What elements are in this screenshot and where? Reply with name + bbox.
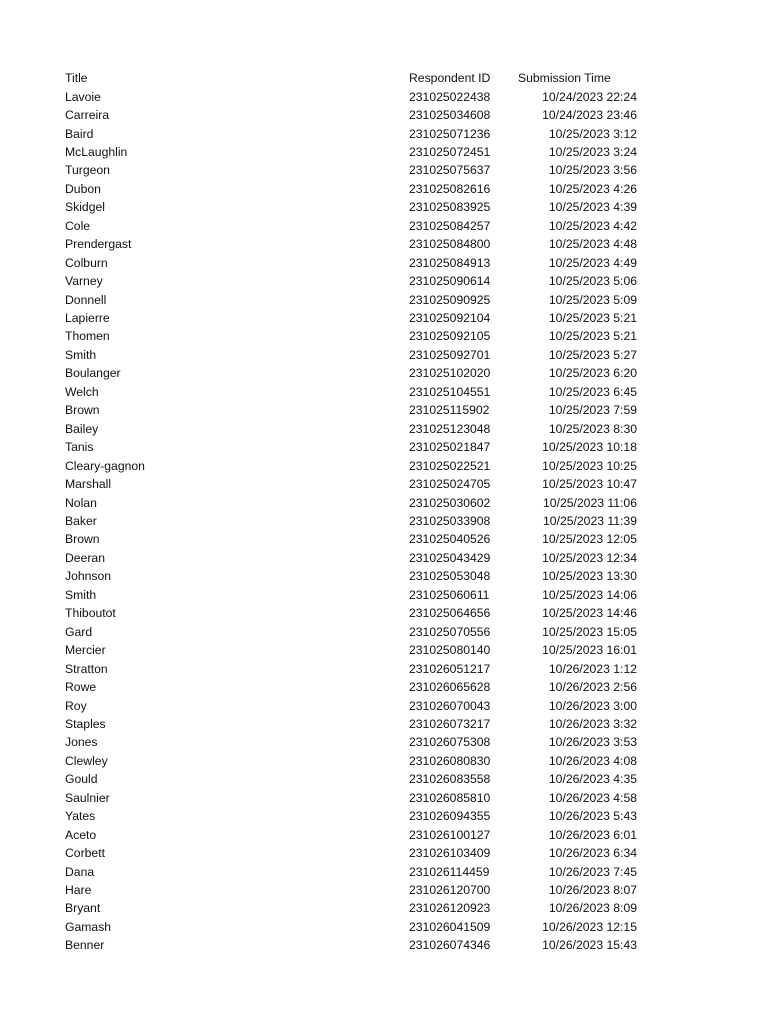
submission-time-cell: 10/25/2023 5:27 [548, 347, 637, 362]
table-row [0, 863, 768, 881]
respondent-id-cell: 231025084800 [409, 237, 491, 252]
submission-time-cell: 10/26/2023 12:15 [542, 919, 637, 934]
table-row [0, 106, 768, 124]
respondent-id-cell: 231026073217 [409, 716, 491, 731]
table-row [0, 254, 768, 272]
respondent-id-cell: 231026085810 [409, 790, 491, 805]
submission-time-cell: 10/26/2023 6:01 [548, 827, 637, 842]
submission-time-cell: 10/25/2023 13:30 [542, 569, 637, 584]
table-row [0, 752, 768, 770]
title-cell: Gamash [65, 919, 112, 934]
table-row [0, 327, 768, 345]
table-row [0, 697, 768, 715]
title-cell: Brown [65, 532, 100, 547]
table-row [0, 844, 768, 862]
table-row [0, 161, 768, 179]
submission-time-cell: 10/26/2023 4:58 [548, 790, 637, 805]
submission-time-cell: 10/25/2023 5:06 [548, 274, 637, 289]
table-row [0, 715, 768, 733]
respondent-id-cell: 231026041509 [409, 919, 491, 934]
table-row [0, 88, 768, 106]
title-cell: McLaughlin [65, 144, 128, 159]
title-cell: Jones [65, 735, 98, 750]
table-row [0, 217, 768, 235]
submission-time-cell: 10/25/2023 4:26 [548, 181, 637, 196]
title-cell: Turgeon [65, 163, 110, 178]
respondent-id-cell: 231025071236 [409, 126, 491, 141]
respondent-id-cell: 231025092701 [409, 347, 491, 362]
submission-time-cell: 10/26/2023 8:07 [548, 883, 637, 897]
table-row [0, 364, 768, 382]
title-cell: Bailey [65, 421, 99, 436]
submission-time-cell: 10/26/2023 5:43 [548, 809, 637, 824]
submission-time-cell: 10/25/2023 7:59 [548, 403, 637, 418]
title-cell: Rowe [65, 680, 97, 694]
table-row [0, 623, 768, 641]
submission-time-cell: 10/25/2023 10:25 [542, 458, 637, 473]
title-cell: Thomen [65, 329, 110, 344]
title-cell: Saulnier [65, 790, 110, 805]
title-cell: Benner [65, 938, 105, 953]
table-row [0, 789, 768, 807]
title-cell: Baird [65, 126, 94, 141]
title-cell: Carreira [65, 108, 110, 122]
submission-time-cell: 10/25/2023 12:34 [542, 550, 637, 565]
submission-time-cell: 10/25/2023 3:24 [548, 144, 637, 159]
table-row [0, 346, 768, 364]
title-cell: Varney [65, 274, 103, 289]
respondent-id-cell: 231025082616 [409, 181, 491, 196]
table-row [0, 567, 768, 585]
respondent-id-cell: 231025072451 [409, 144, 491, 159]
respondent-id-cell: 231025030602 [409, 495, 491, 510]
title-cell: Nolan [65, 495, 97, 510]
title-cell: Lavoie [65, 89, 101, 104]
submission-time-cell: 10/25/2023 10:47 [542, 477, 637, 491]
submission-time-cell: 10/25/2023 11:06 [543, 495, 637, 510]
submission-time-cell: 10/26/2023 4:35 [548, 772, 637, 787]
respondent-id-cell: 231025102020 [409, 366, 491, 381]
submission-time-cell: 10/26/2023 4:08 [548, 753, 637, 768]
respondent-id-cell: 231025104551 [409, 384, 491, 399]
respondent-id-cell: 231025024705 [409, 477, 491, 491]
respondent-id-cell: 231026114459 [409, 864, 490, 879]
submission-time-cell: 10/25/2023 5:21 [548, 329, 637, 344]
table-row [0, 198, 768, 216]
respondent-id-cell: 231025070556 [409, 624, 491, 639]
respondent-id-cell: 231025043429 [409, 550, 491, 565]
submission-time-cell: 10/25/2023 15:05 [542, 624, 637, 639]
table-row [0, 383, 768, 401]
table-row [0, 309, 768, 327]
submission-time-cell: 10/25/2023 14:06 [542, 587, 637, 602]
title-cell: Aceto [65, 827, 97, 842]
title-cell: Mercier [65, 643, 106, 658]
table-row [0, 549, 768, 567]
title-cell: Yates [65, 809, 96, 824]
respondent-id-cell: 231025092104 [409, 311, 491, 325]
title-cell: Prendergast [65, 237, 132, 252]
table-row [0, 586, 768, 604]
submission-time-cell: 10/26/2023 15:43 [542, 938, 637, 953]
respondent-id-cell: 231025033908 [409, 513, 491, 528]
table-row [0, 143, 768, 161]
title-cell: Roy [65, 698, 87, 713]
respondent-id-cell: 231025034608 [409, 108, 491, 122]
submission-time-column-header: Submission Time [518, 71, 611, 85]
table-row [0, 826, 768, 844]
respondent-id-cell: 231025115902 [409, 403, 490, 418]
submission-time-cell: 10/26/2023 8:09 [548, 901, 637, 916]
respondent-id-cell: 231026051217 [409, 661, 491, 676]
respondent-id-cell: 231026094355 [409, 809, 491, 824]
submission-time-cell: 10/26/2023 2:56 [548, 680, 637, 694]
submission-time-cell: 10/25/2023 3:12 [548, 126, 637, 141]
table-row [0, 678, 768, 696]
header-row [0, 69, 768, 87]
respondent-id-cell: 231025040526 [409, 532, 491, 547]
submission-time-cell: 10/26/2023 3:32 [548, 716, 637, 731]
respondent-id-cell: 231025060611 [409, 587, 490, 602]
submission-time-cell: 10/25/2023 10:18 [542, 440, 637, 455]
submission-time-cell: 10/26/2023 3:00 [548, 698, 637, 713]
submission-time-cell: 10/25/2023 4:42 [548, 218, 637, 233]
respondent-id-cell: 231026120700 [409, 883, 491, 897]
title-cell: Stratton [65, 661, 108, 676]
title-cell: Corbett [65, 846, 105, 860]
table-row [0, 420, 768, 438]
table-row [0, 604, 768, 622]
title-cell: Staples [65, 716, 106, 731]
table-row [0, 512, 768, 530]
respondent-id-cell: 231026100127 [409, 827, 491, 842]
title-cell: Smith [65, 347, 97, 362]
title-cell: Colburn [65, 255, 108, 270]
title-cell: Tanis [65, 440, 94, 455]
submission-time-cell: 10/25/2023 6:20 [548, 366, 637, 381]
respondent-id-cell: 231025021847 [409, 440, 491, 455]
respondent-id-cell: 231025084257 [409, 218, 491, 233]
respondent-id-cell: 231025123048 [409, 421, 491, 436]
respondent-id-cell: 231026103409 [409, 846, 491, 860]
submission-time-cell: 10/25/2023 5:09 [548, 292, 637, 307]
respondent-id-column-header: Respondent ID [409, 71, 491, 85]
submission-time-cell: 10/25/2023 4:48 [548, 237, 637, 252]
submission-time-cell: 10/25/2023 16:01 [542, 643, 637, 658]
submission-time-cell: 10/26/2023 1:12 [548, 661, 637, 676]
title-cell: Gard [65, 624, 93, 639]
table-row [0, 770, 768, 788]
respondent-id-cell: 231025090614 [409, 274, 491, 289]
title-cell: Skidgel [65, 200, 105, 215]
submission-time-cell: 10/24/2023 23:46 [542, 108, 637, 122]
submission-time-cell: 10/25/2023 4:49 [548, 255, 637, 270]
submission-time-cell: 10/26/2023 7:45 [548, 864, 637, 879]
submission-time-cell: 10/24/2023 22:24 [542, 89, 637, 104]
title-cell: Marshall [65, 477, 112, 491]
table-row [0, 475, 768, 493]
respondent-id-cell: 231025064656 [409, 606, 491, 621]
submission-time-cell: 10/25/2023 3:56 [548, 163, 637, 178]
respondent-id-cell: 231026075308 [409, 735, 491, 750]
title-cell: Deeran [65, 550, 105, 565]
respondent-id-cell: 231025053048 [409, 569, 491, 584]
title-cell: Bryant [65, 901, 101, 916]
title-cell: Dubon [65, 181, 101, 196]
submission-time-cell: 10/26/2023 3:53 [548, 735, 637, 750]
title-cell: Dana [65, 864, 95, 879]
title-cell: Baker [65, 513, 97, 528]
title-cell: Thiboutot [65, 606, 116, 621]
respondent-id-cell: 231025080140 [409, 643, 491, 658]
table-row [0, 438, 768, 456]
title-cell: Gould [65, 772, 98, 787]
respondent-id-cell: 231026070043 [409, 698, 491, 713]
title-cell: Clewley [65, 753, 108, 768]
title-cell: Welch [65, 384, 99, 399]
table-row [0, 918, 768, 936]
title-cell: Johnson [65, 569, 112, 584]
table-row [0, 530, 768, 548]
respondent-id-cell: 231026065628 [409, 680, 491, 694]
submission-time-cell: 10/25/2023 4:39 [548, 200, 637, 215]
respondent-id-cell: 231025092105 [409, 329, 491, 344]
respondent-id-cell: 231026083558 [409, 772, 491, 787]
table-row [0, 291, 768, 309]
table-row [0, 272, 768, 290]
title-cell: Hare [65, 883, 92, 897]
submission-time-cell: 10/26/2023 6:34 [548, 846, 637, 860]
respondent-id-cell: 231026074346 [409, 938, 491, 953]
table-row [0, 660, 768, 678]
table-row [0, 457, 768, 475]
title-cell: Donnell [65, 292, 107, 307]
table-row [0, 235, 768, 253]
title-cell: Lapierre [65, 311, 110, 325]
submission-time-cell: 10/25/2023 12:05 [542, 532, 637, 547]
submission-time-cell: 10/25/2023 11:39 [543, 513, 637, 528]
respondent-id-cell: 231025090925 [409, 292, 491, 307]
table-row [0, 125, 768, 143]
respondent-id-cell: 231025022438 [409, 89, 491, 104]
title-cell: Cleary-gagnon [65, 458, 145, 473]
submission-time-cell: 10/25/2023 8:30 [548, 421, 637, 436]
table-row [0, 180, 768, 198]
title-cell: Brown [65, 403, 100, 418]
table-row [0, 401, 768, 419]
table-row [0, 733, 768, 751]
respondent-id-cell: 231026080830 [409, 753, 491, 768]
submission-time-cell: 10/25/2023 5:21 [548, 311, 637, 325]
table-row [0, 807, 768, 825]
title-column-header: Title [65, 71, 88, 85]
submission-time-cell: 10/25/2023 14:46 [542, 606, 637, 621]
table-row [0, 936, 768, 954]
title-cell: Boulanger [65, 366, 121, 381]
respondent-id-cell: 231025083925 [409, 200, 491, 215]
respondent-id-cell: 231026120923 [409, 901, 491, 916]
table-row [0, 899, 768, 917]
title-cell: Cole [65, 218, 91, 233]
title-cell: Smith [65, 587, 97, 602]
respondent-id-cell: 231025022521 [409, 458, 491, 473]
table-row [0, 641, 768, 659]
table-row [0, 881, 768, 899]
submission-time-cell: 10/25/2023 6:45 [548, 384, 637, 399]
respondent-id-cell: 231025075637 [409, 163, 491, 178]
respondent-id-cell: 231025084913 [409, 255, 491, 270]
table-row [0, 494, 768, 512]
